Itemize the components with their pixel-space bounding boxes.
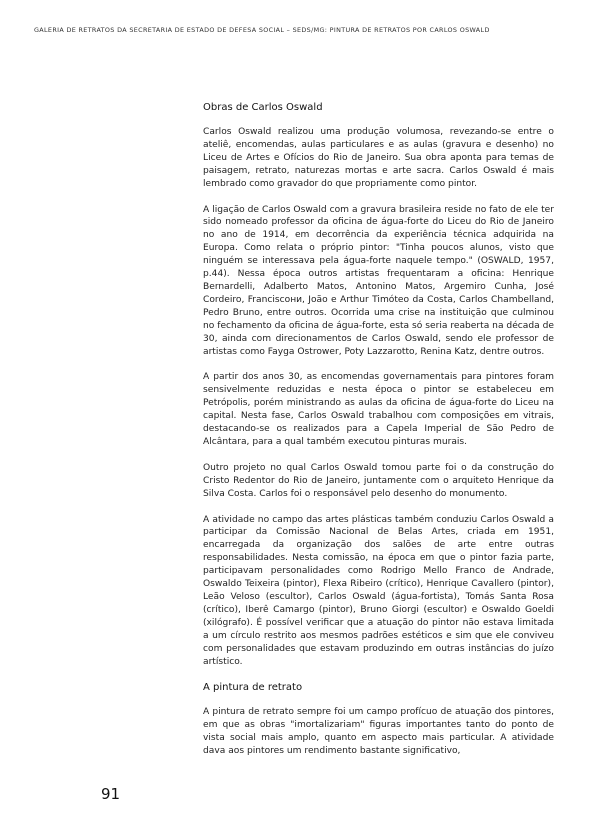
paragraph: A atividade no campo das artes plásticas também conduziu Carlos Oswald a participar da Comissão Nacional de Belas Artes, criada em 1951, encarregada da organização dos salões de arte entre outras responsabilidades. Nesta comissão, na época em que o pintor fazia parte, participavam personalidades como Rodrigo Mello Franco de Andrade, Oswaldo Teixeira (pintor), Flexa Ribeiro (crítico), Henrique Cavallero (pintor), Leão Veloso (escultor), Carlos Oswald (água-fortista), Tomás Santa Rosa (crítico), Iberê Camargo (pintor), Bruno Giorgi (escultor) e Oswaldo Goeldi (xilógrafo). É possível verificar que a atuação do pintor não estava limitada a um círculo restrito aos mesmos padrões estéticos e sim que ele conviveu com personalidades que estavam produzindo em outras instâncias do juízo artístico. [203,514,554,667]
section-heading-obras: Obras de Carlos Oswald [203,102,323,113]
running-header: GALERIA DE RETRATOS DA SECRETARIA DE ESTADO DE DEFESA SOCIAL – SEDS/MG: PINTURA DE RETRATOS POR CARLOS OSWALD [34,26,490,34]
section-heading-pintura-de-retrato: A pintura de retrato [203,682,303,694]
paragraph: A ligação de Carlos Oswald com a gravura brasileira reside no fato de ele ter sido nomeado professor da oficina de água-forte do Liceu do Rio de Janeiro no ano de 1914, em decorrência da experiência técnica adquirida na Europa. Como relata o próprio pintor: "Tinha poucos alunos, visto que ninguém se interessava pela água-forte naquele tempo." (OSWALD, 1957, p.44). Nessa época outros artistas frequentaram a oficina: Henrique Bernardelli, Adalberto Matos, Antonino Matos, Argemiro Cunha, José Cordeiro, Franciscони, João e Arthur Timóteo da Costa, Carlos Chambelland, Pedro Bruno, entre outros. Ocorrida uma crise na instituição que culminou no fechamento da oficina de água-forte, esta só seria reaberta na década de 30, ainda com direcionamentos de Carlos Oswald, sendo ele professor de artistas como Fayga Ostrower, Poty Lazzarotto, Renina Katz, dentre outros. [203,204,554,357]
article-body [203,101,554,771]
paragraph: A pintura de retrato sempre foi um campo profícuo de atuação dos pintores, em que as obras "imortalizariam" figuras importantes tanto do ponto de vista social mais amplo, quanto em aspecto mais particular. A atividade dava aos pintores um rendimento bastante significativo, [203,707,554,757]
paragraph: Carlos Oswald realizou uma produção volumosa, revezando-se entre o ateliê, encomendas, aulas particulares e as aulas (gravura e desenho) no Liceu de Artes e Ofícios do Rio de Janeiro. Sua obra aponta para temas de paisagem, retrato, naturezas mortas e arte sacra. Carlos Oswald é mais lembrado como gravador do que propriamente como pintor. [203,127,554,189]
paragraph: A partir dos anos 30, as encomendas governamentais para pintores foram sensivelmente reduzidas e nesta época o pintor se estabeleceu em Petrópolis, porém ministrando as aulas da oficina de água-forte do Liceu na capital. Nesta fase, Carlos Oswald trabalhou com composições em vitrais, destacando-se os realizados para a Capela Imperial de São Pedro de Alcântara, para a qual também executou pinturas murais. [203,372,554,447]
page-number: 91 [101,785,121,803]
paragraph: Outro projeto no qual Carlos Oswald tomou parte foi o da construção do Cristo Redentor do Rio de Janeiro, juntamente com o arquiteto Henrique da Silva Costa. Carlos foi o responsável pelo desenho do monumento. [203,462,554,499]
